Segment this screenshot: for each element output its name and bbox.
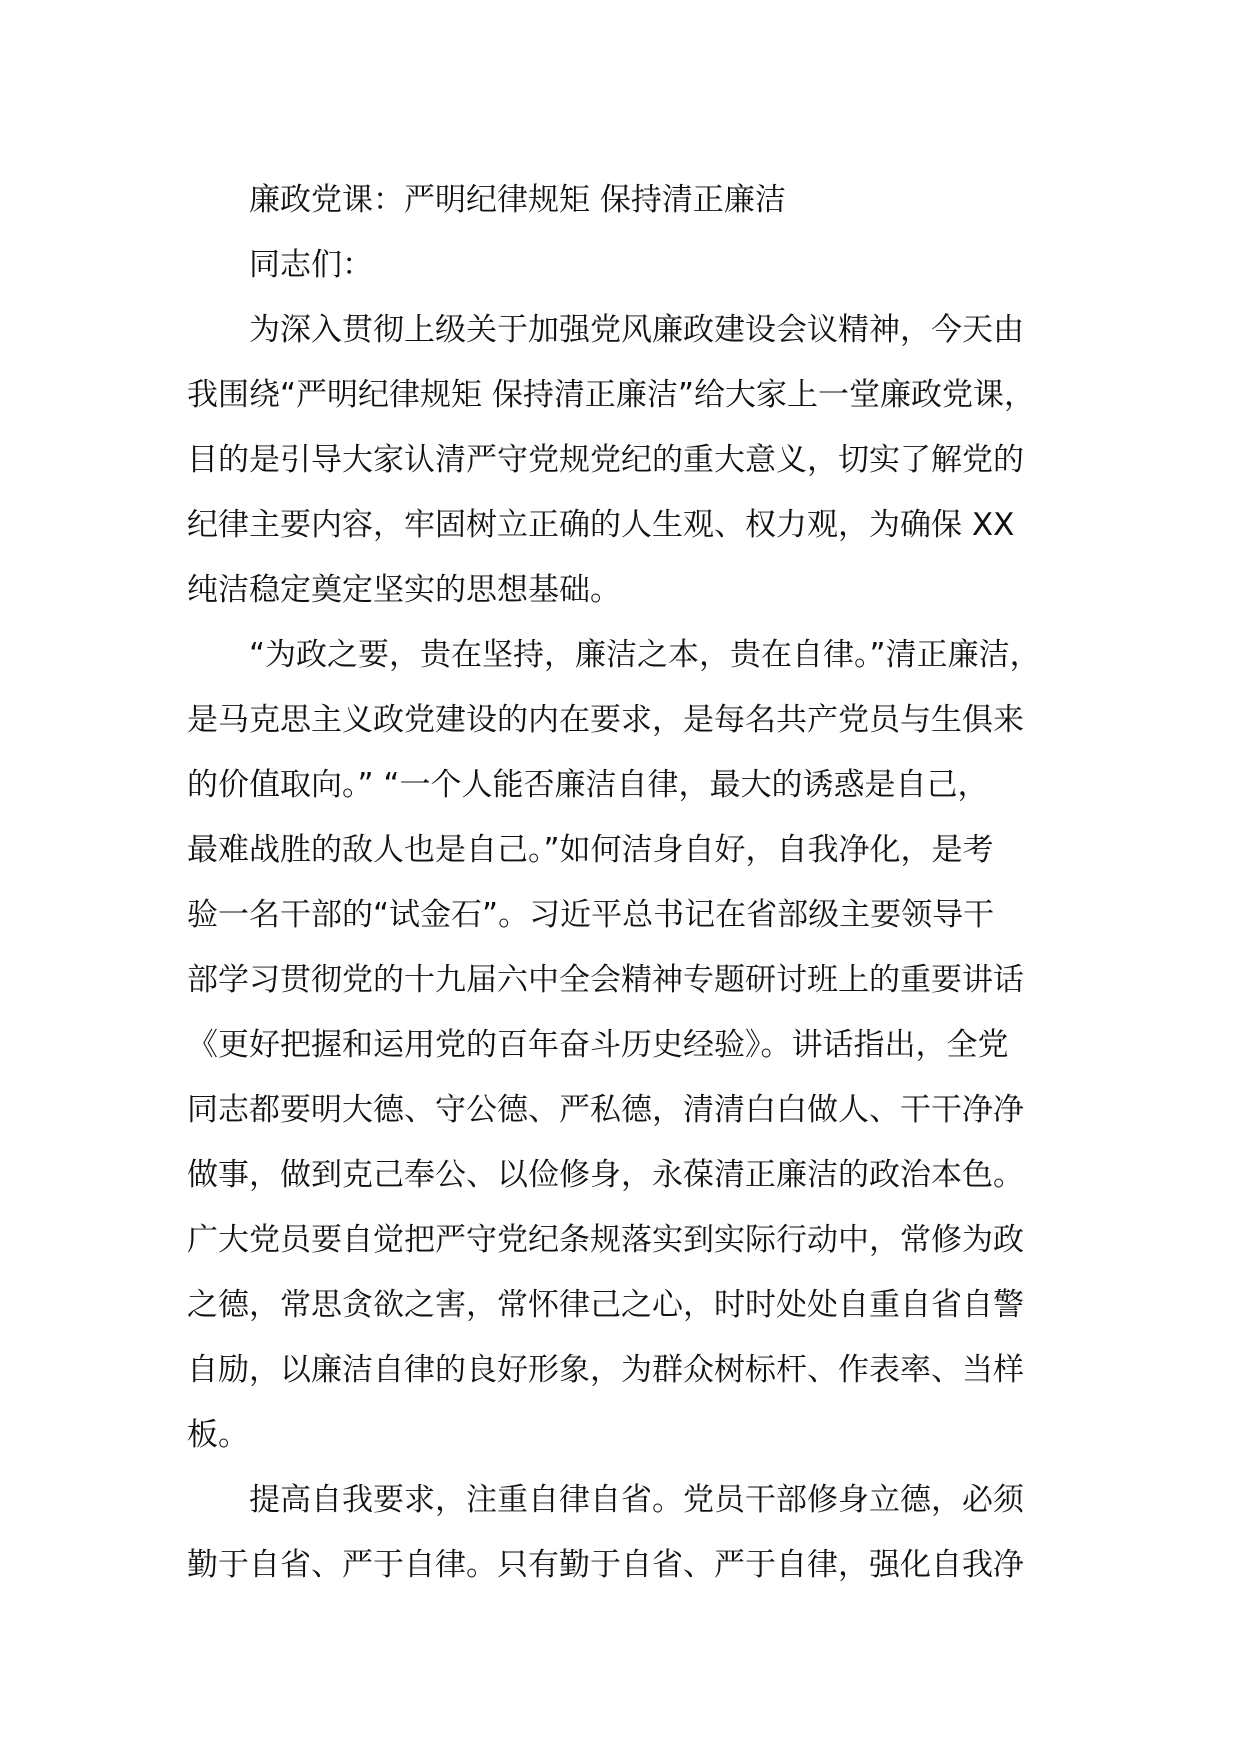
paragraph-2-line-4: 最难战胜的敌人也是自己。”如何洁身自好，自我净化，是考 xyxy=(187,832,994,868)
paragraph-1-line-2: 我围绕“严明纪律规矩 保持清正廉洁”给大家上一堂廉政党课， xyxy=(187,377,1035,413)
salutation: 同志们： xyxy=(249,247,373,283)
paragraph-2-line-10: 广大党员要自觉把严守党纪条规落实到实际行动中，常修为政 xyxy=(187,1222,1024,1258)
paragraph-1-line-4: 纪律主要内容，牢固树立正确的人生观、权力观，为确保 XX xyxy=(187,507,1015,543)
paragraph-2-line-11: 之德，常思贪欲之害，常怀律己之心，时时处处自重自省自警 xyxy=(187,1287,1024,1323)
paragraph-2-line-7: 《更好把握和运用党的百年奋斗历史经验》。讲话指出，全党 xyxy=(187,1027,1009,1063)
paragraph-2-line-6: 部学习贯彻党的十九届六中全会精神专题研讨班上的重要讲话 xyxy=(187,962,1024,998)
paragraph-2-line-3: 的价值取向。” “一个人能否廉洁自律，最大的诱惑是自己， xyxy=(187,767,989,803)
paragraph-2-line-5: 验一名干部的“试金石”。习近平总书记在省部级主要领导干 xyxy=(187,897,995,933)
paragraph-2-line-1: “为政之要，贵在坚持，廉洁之本，贵在自律。”清正廉洁， xyxy=(249,637,1041,673)
paragraph-1-line-3: 目的是引导大家认清严守党规党纪的重大意义，切实了解党的 xyxy=(187,442,1024,478)
paragraph-3-line-2: 勤于自省、严于自律。只有勤于自省、严于自律，强化自我净 xyxy=(187,1547,1024,1583)
document-body xyxy=(187,168,1087,1598)
paragraph-2-line-8: 同志都要明大德、守公德、严私德，清清白白做人、干干净净 xyxy=(187,1092,1024,1128)
paragraph-3-line-1: 提高自我要求，注重自律自省。党员干部修身立德，必须 xyxy=(249,1482,1024,1518)
paragraph-2-line-13: 板。 xyxy=(187,1417,249,1453)
paragraph-2-line-2: 是马克思主义政党建设的内在要求，是每名共产党员与生俱来 xyxy=(187,702,1024,738)
paragraph-2-line-12: 自励，以廉洁自律的良好形象，为群众树标杆、作表率、当样 xyxy=(187,1352,1024,1388)
paragraph-1-line-1: 为深入贯彻上级关于加强党风廉政建设会议精神，今天由 xyxy=(249,312,1024,348)
paragraph-2-line-9: 做事，做到克己奉公、以俭修身，永葆清正廉洁的政治本色。 xyxy=(187,1157,1024,1193)
document-title: 廉政党课：严明纪律规矩 保持清正廉洁 xyxy=(249,182,786,218)
paragraph-1-line-5: 纯洁稳定奠定坚实的思想基础。 xyxy=(187,572,621,608)
